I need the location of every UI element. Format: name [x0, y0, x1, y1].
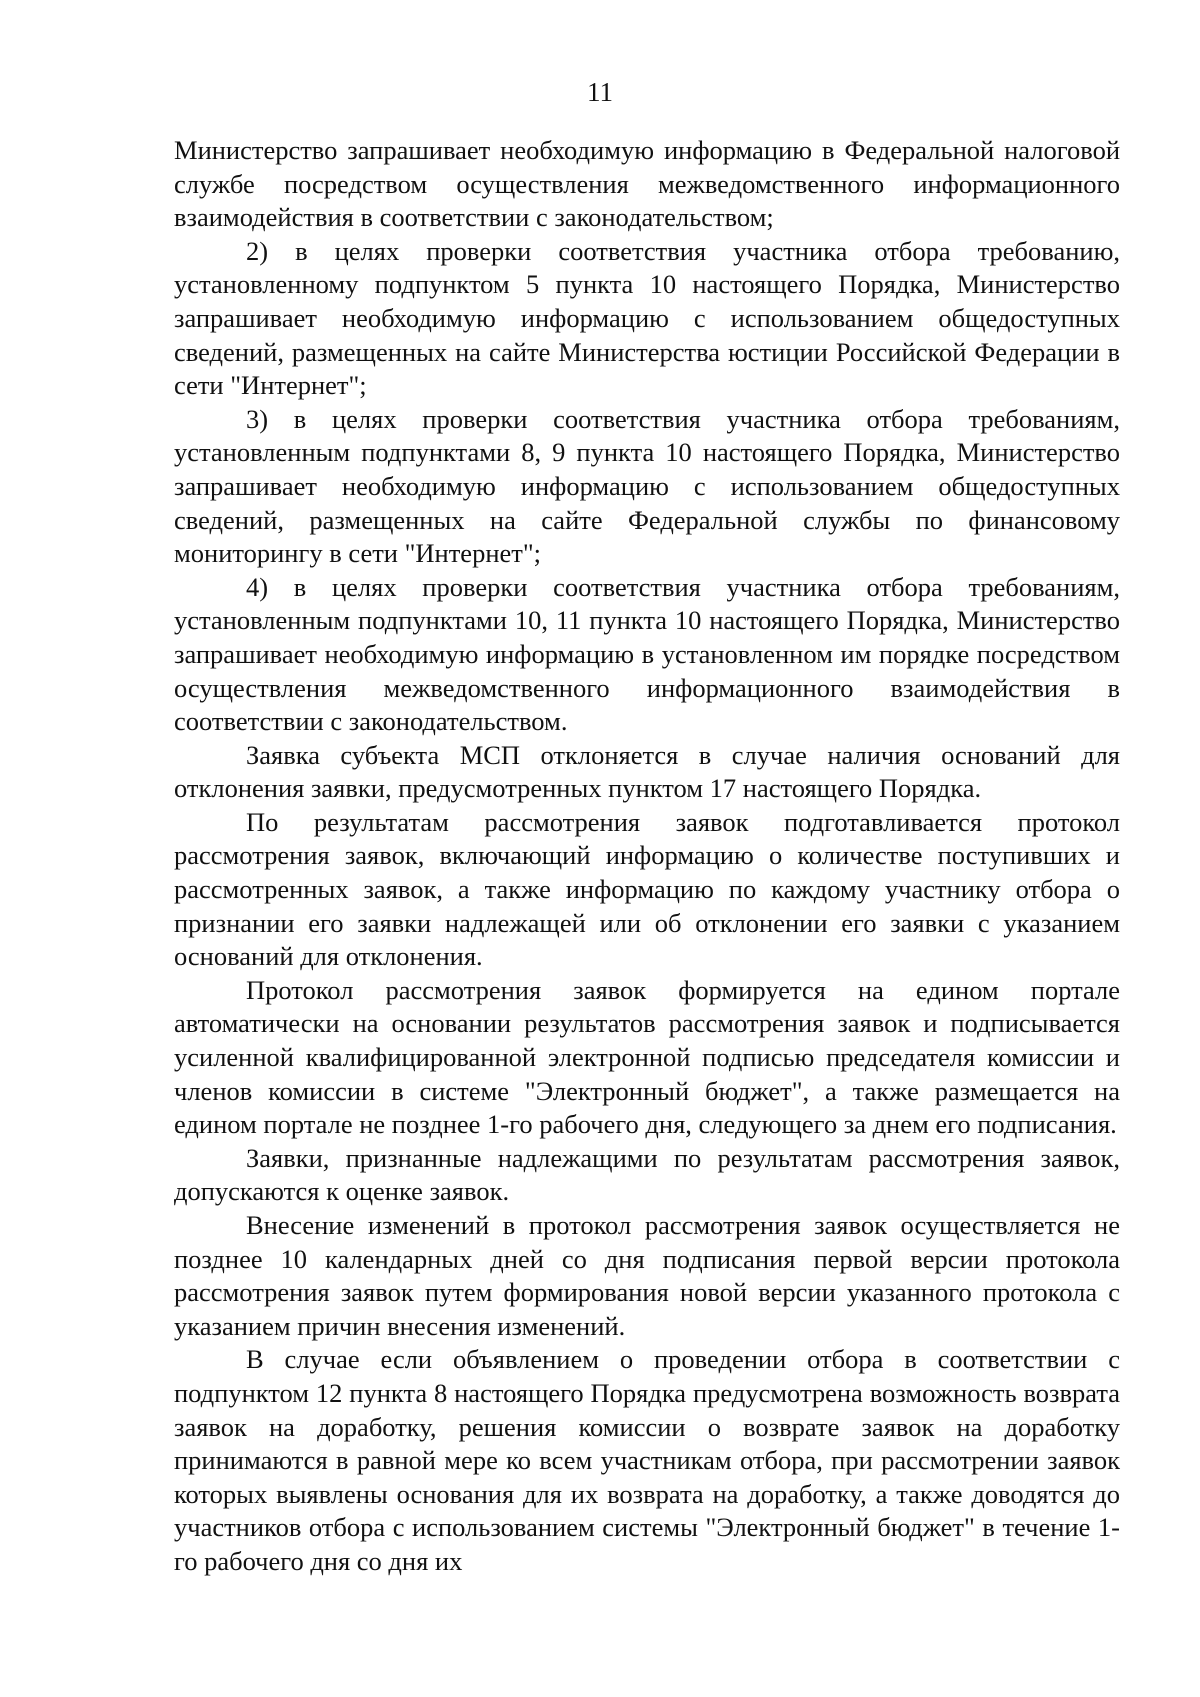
document-body — [174, 134, 1120, 1579]
paragraph: По результатам рассмотрения заявок подготавливается протокол рассмотрения заявок, включающий информацию о количестве поступивших и рассмотренных заявок, а также информацию по каждому участнику отбора о признании его заявки надлежащей или об отклонении его заявки с указанием оснований для отклонения. — [174, 806, 1120, 972]
paragraph: 2) в целях проверки соответствия участника отбора требованию, установленному подпунктом 5 пункта 10 настоящего Порядка, Министерство запрашивает необходимую информацию с использованием общедоступных сведений, размещенных на сайте Министерства юстиции Российской Федерации в сети "Интернет"; — [174, 235, 1120, 401]
paragraph: Заявки, признанные надлежащими по результатам рассмотрения заявок, допускаются к оценке заявок. — [174, 1142, 1120, 1207]
paragraph: 4) в целях проверки соответствия участника отбора требованиям, установленным подпунктами 10, 11 пункта 10 настоящего Порядка, Министерство запрашивает необходимую информацию в установленном им порядке посредством осуществления межведомственного информационного взаимодействия в соответствии с законодательством. — [174, 571, 1120, 737]
paragraph: 3) в целях проверки соответствия участника отбора требованиям, установленным подпунктами 8, 9 пункта 10 настоящего Порядка, Министерство запрашивает необходимую информацию с использованием общедоступных сведений, размещенных на сайте Федеральной службы по финансовому мониторингу в сети "Интернет"; — [174, 403, 1120, 569]
paragraph: Заявка субъекта МСП отклоняется в случае наличия оснований для отклонения заявки, предусмотренных пунктом 17 настоящего Порядка. — [174, 739, 1120, 804]
paragraph: Протокол рассмотрения заявок формируется на едином портале автоматически на основании результатов рассмотрения заявок и подписывается усиленной квалифицированной электронной подписью председателя комиссии и членов комиссии в системе "Электронный бюджет", а также размещается на едином портале не позднее 1-го рабочего дня, следующего за днем его подписания. — [174, 974, 1120, 1140]
paragraph: В случае если объявлением о проведении отбора в соответствии с подпунктом 12 пункта 8 настоящего Порядка предусмотрена возможность возврата заявок на доработку, решения комиссии о возврате заявок на доработку принимаются в равной мере ко всем участникам отбора, при рассмотрении заявок которых выявлены основания для их возврата на доработку, а также доводятся до участников отбора с использованием системы "Электронный бюджет" в течение 1-го рабочего дня со дня их — [174, 1344, 1120, 1576]
page-number: 11 — [587, 77, 613, 107]
paragraph: Министерство запрашивает необходимую информацию в Федеральной налоговой службе посредством осуществления межведомственного информационного взаимодействия в соответствии с законодательством; — [174, 135, 1120, 233]
paragraph: Внесение изменений в протокол рассмотрения заявок осуществляется не позднее 10 календарных дней со дня подписания первой версии протокола рассмотрения заявок путем формирования новой версии указанного протокола с указанием причин внесения изменений. — [174, 1210, 1120, 1341]
